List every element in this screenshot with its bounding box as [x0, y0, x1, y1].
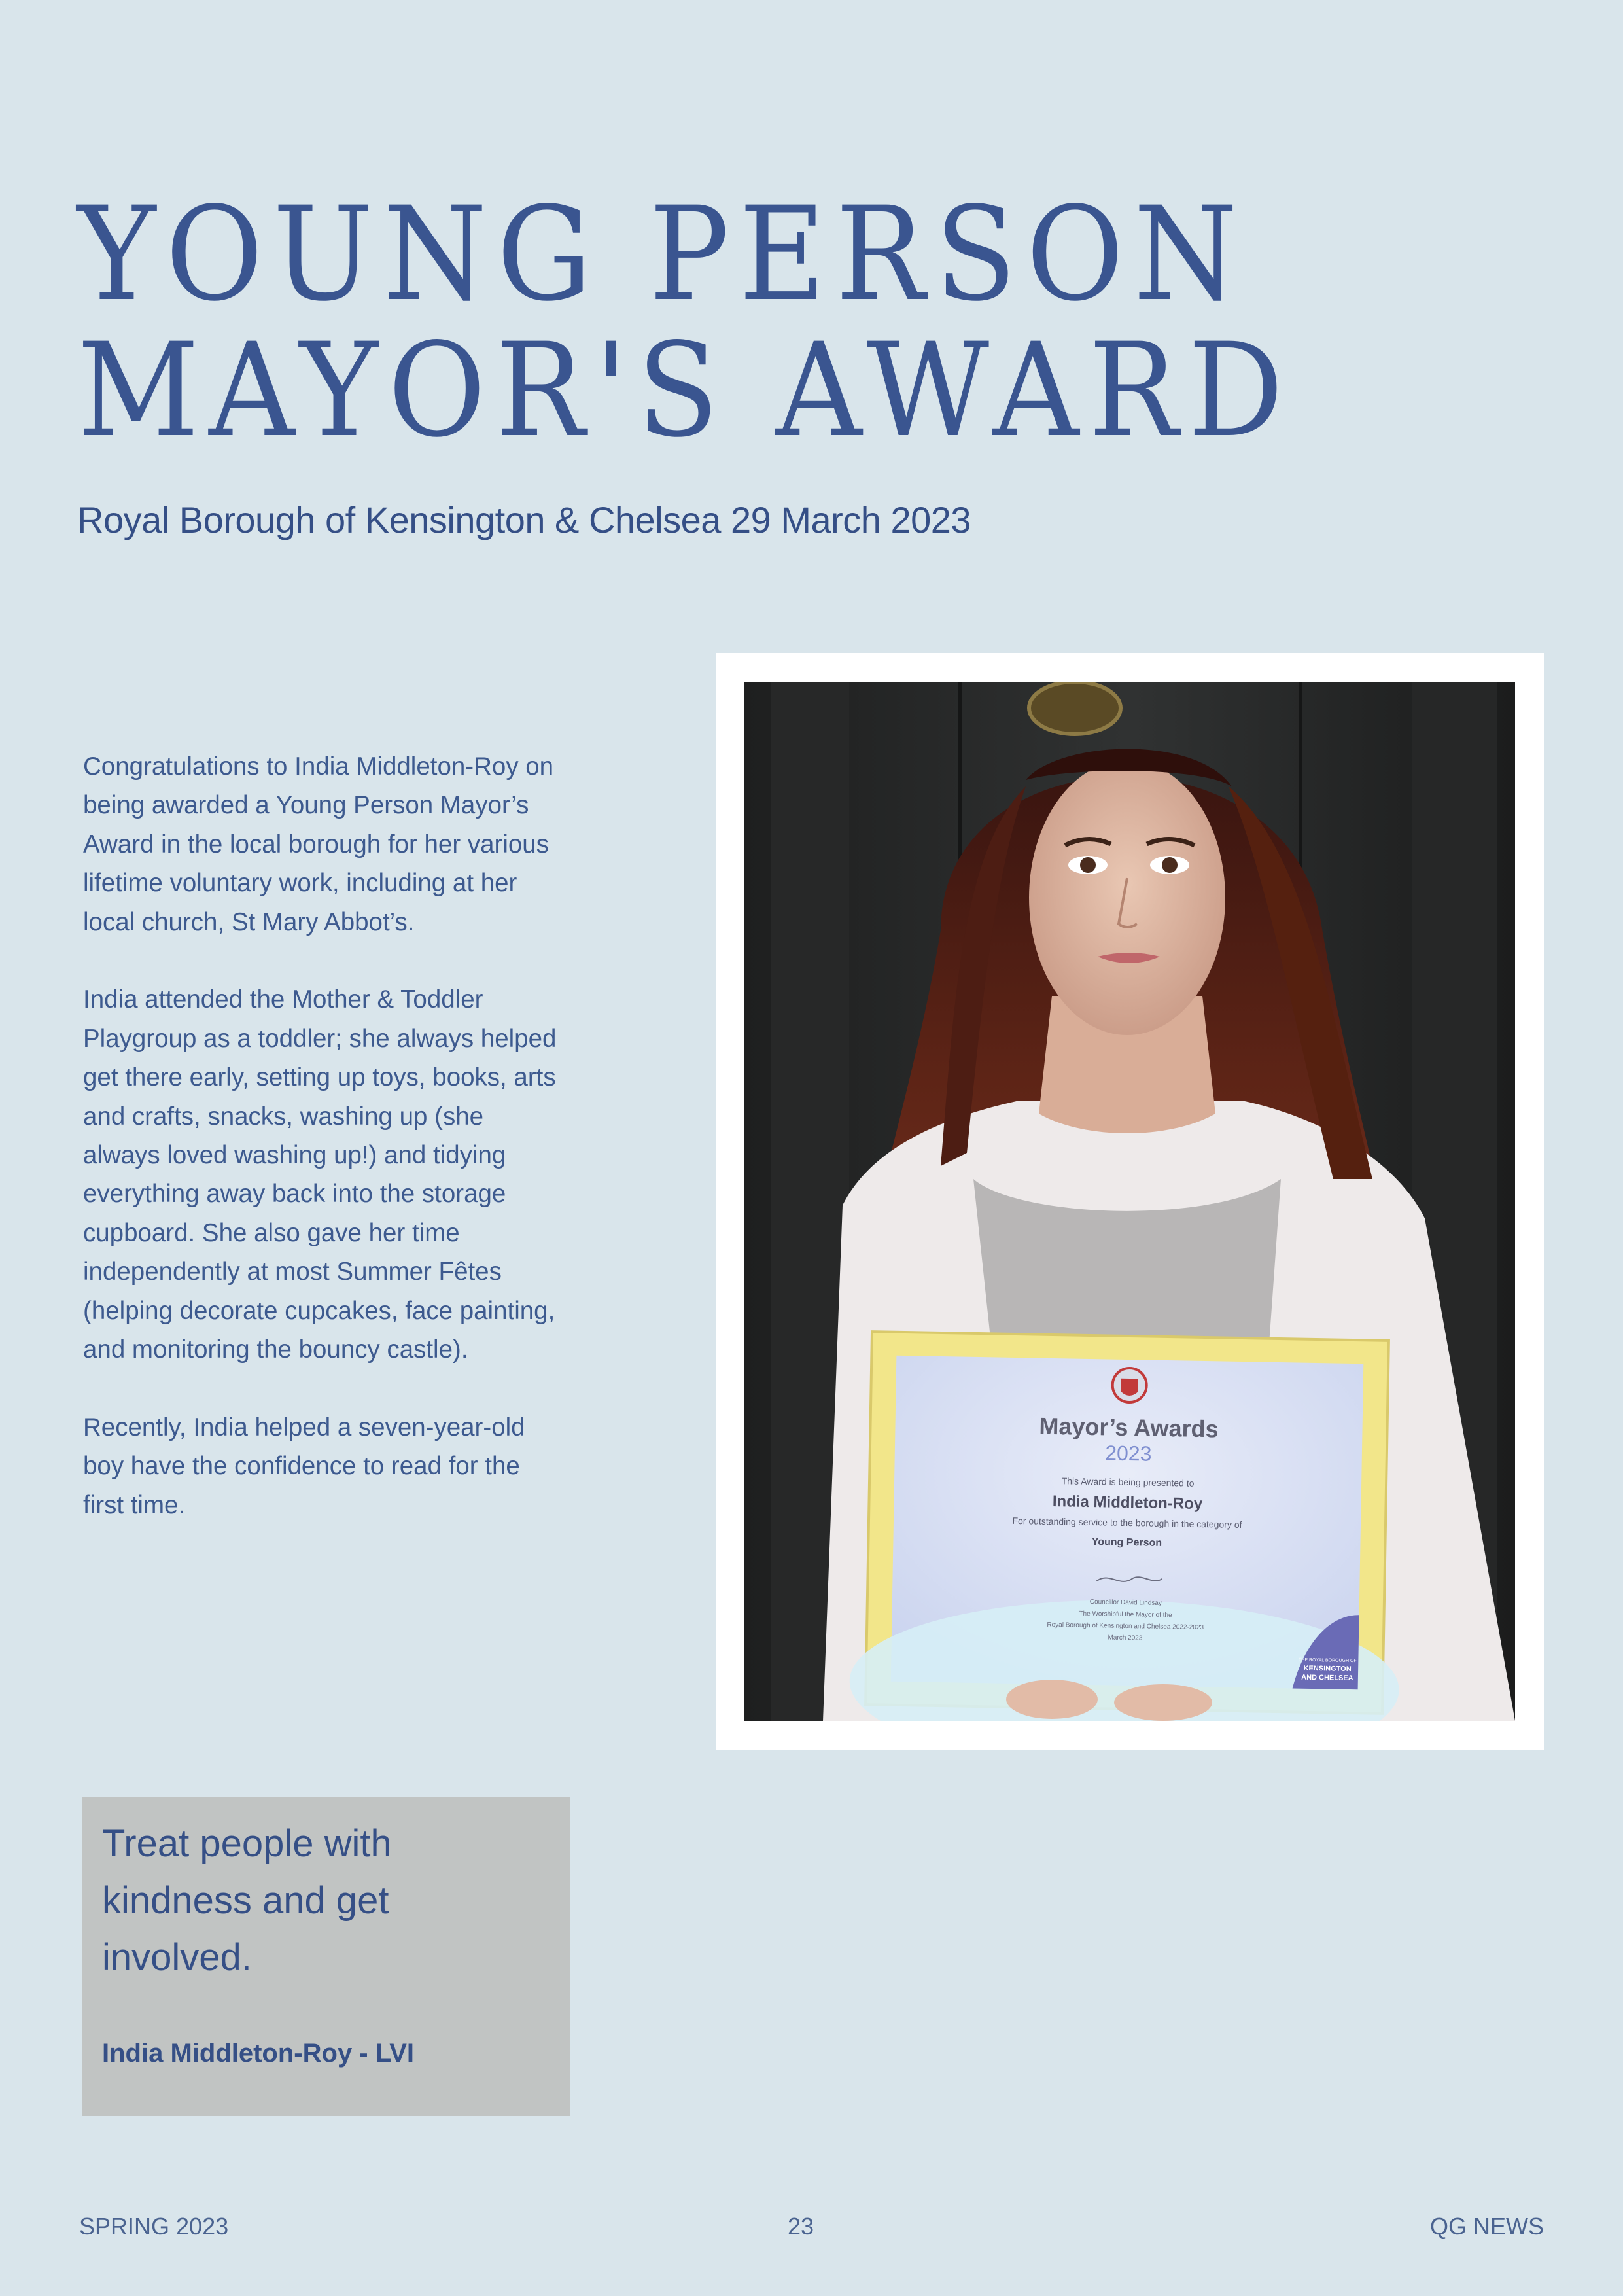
footer-publication: QG NEWS: [1429, 2213, 1544, 2240]
hand-right: [1114, 1684, 1212, 1721]
badge-line-1: THE ROYAL BOROUGH OF: [1298, 1657, 1357, 1664]
badge-line-3: AND CHELSEA: [1301, 1673, 1353, 1683]
cert-mayor-line: The Worshipful the Mayor of the: [1079, 1610, 1172, 1619]
door-knocker: [1029, 682, 1121, 734]
award-photo: [744, 682, 1515, 1721]
footer-issue: SPRING 2023: [79, 2213, 229, 2240]
cert-signatory: Councillor David Lindsay: [1089, 1598, 1162, 1607]
title-line-1: YOUNG PERSON: [77, 179, 1248, 330]
quote-author: India Middleton-Roy - LVI: [102, 2039, 414, 2068]
cert-heading: Mayor’s Awards: [1039, 1412, 1219, 1443]
cert-year: 2023: [1104, 1441, 1152, 1466]
cert-service: For outstanding service to the borough in the category of: [1012, 1515, 1242, 1530]
paragraph-2: India attended the Mother & Toddler Playgroup as a toddler; she always helped get there early, setting up toys, books, arts and crafts, snacks, washing up (she always loved washing up!) and tidying everything away back into the storage cupboard. She also gave her time independently at most Summer Fêtes (helping decorate cupcakes, face painting, and monitoring the bouncy castle).: [83, 985, 557, 1364]
title-line-2: MAYOR'S AWARD: [77, 315, 1293, 466]
subtitle: Royal Borough of Kensington & Chelsea 29 March 2023: [77, 499, 971, 540]
cert-date: March 2023: [1108, 1634, 1143, 1642]
pull-quote: [82, 1797, 570, 2116]
cert-presented: This Award is being presented to: [1061, 1475, 1195, 1489]
certificate: [848, 1355, 1405, 1721]
photo-frame: [716, 653, 1544, 1750]
face: [1029, 760, 1225, 1035]
hand-left: [1006, 1680, 1098, 1719]
badge-line-2: KENSINGTON: [1303, 1664, 1352, 1674]
page-title: [77, 179, 1293, 466]
paragraph-1: Congratulations to India Middleton-Roy on being awarded a Young Person Mayor’s Award in the local borough for her various lifetime voluntary work, including at her local church, St Mary Abbot’s.: [83, 752, 554, 936]
article-body: [83, 747, 567, 1563]
page-number: 23: [788, 2213, 814, 2240]
paragraph-3: Recently, India helped a seven-year-old boy have the confidence to read for the first time.: [83, 1413, 525, 1519]
cert-category: Young Person: [1091, 1536, 1162, 1549]
cert-borough-line: Royal Borough of Kensington and Chelsea 2022-2023: [1047, 1621, 1204, 1632]
cert-recipient: India Middleton-Roy: [1052, 1492, 1203, 1513]
quote-text: Treat people with kindness and get involved.: [102, 1822, 392, 1979]
